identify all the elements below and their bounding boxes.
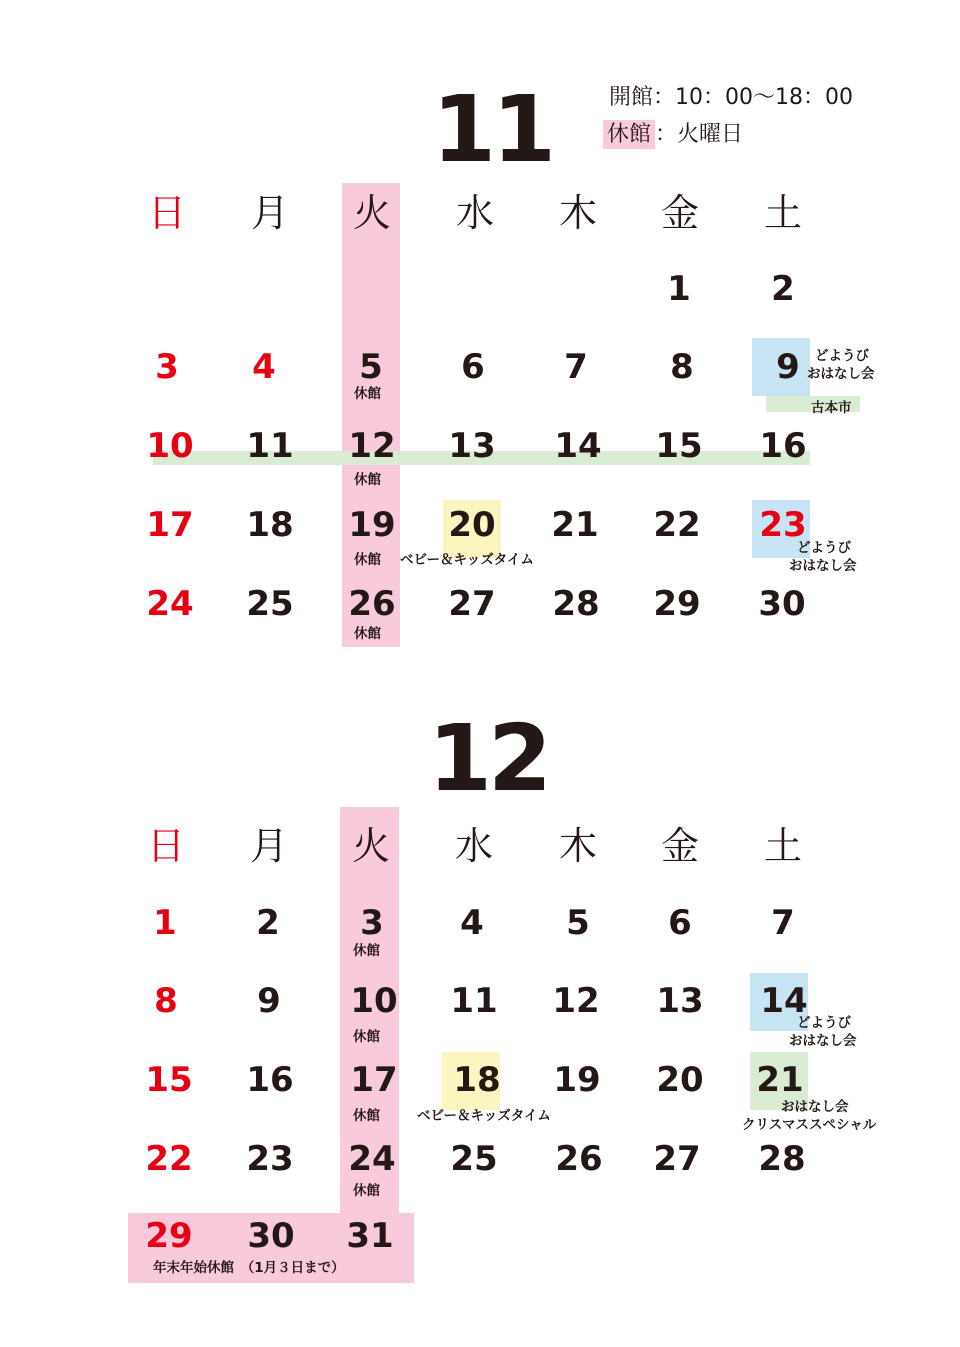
closed-note: 休館 <box>354 552 381 568</box>
day-cell: 27 <box>448 584 496 624</box>
day-cell: 15 <box>145 1060 193 1100</box>
weekday-mon: 月 <box>249 824 288 868</box>
day-cell: 1 <box>153 903 177 943</box>
day-cell: 29 <box>653 584 701 624</box>
day-cell: 16 <box>246 1060 294 1100</box>
tuesday-closed-column <box>342 183 400 647</box>
month-title: 12 <box>428 705 549 812</box>
story-note-line: おはなし会 <box>789 558 857 575</box>
day-cell: 19 <box>348 505 396 545</box>
hours-label: 開館 <box>609 85 654 110</box>
day-cell: 6 <box>461 347 485 387</box>
day-cell: 10 <box>350 981 398 1021</box>
weekday-wed: 水 <box>454 824 493 868</box>
day-cell: 20 <box>656 1060 704 1100</box>
story-note <box>789 539 857 575</box>
closed-note: 休館 <box>353 1183 380 1199</box>
christmas-note-line: おはなし会 <box>781 1099 849 1115</box>
day-cell: 12 <box>552 981 600 1021</box>
closed-note: 休館 <box>354 626 381 642</box>
story-note-line: どようび <box>815 348 869 364</box>
weekday-tue: 火 <box>351 824 390 868</box>
month-title: 11 <box>432 76 553 183</box>
day-cell: 13 <box>448 426 496 466</box>
christmas-note-line: クリスマススペシャル <box>742 1117 877 1134</box>
story-note-line: どようび <box>797 540 851 556</box>
weekday-thu: 木 <box>558 191 597 235</box>
day-cell: 7 <box>771 903 795 943</box>
day-cell: 13 <box>656 981 704 1021</box>
day-cell: 25 <box>246 584 294 624</box>
day-cell: 8 <box>154 981 178 1021</box>
closed-label: 休館 <box>603 120 655 149</box>
closed-day-info <box>603 124 743 146</box>
day-cell: 17 <box>350 1060 398 1100</box>
day-cell: 17 <box>146 505 194 545</box>
day-cell: 10 <box>146 426 194 466</box>
day-cell: 3 <box>360 903 384 943</box>
day-cell: 8 <box>670 347 694 387</box>
day-cell: 23 <box>759 505 807 545</box>
day-cell: 4 <box>460 903 484 943</box>
day-cell: 21 <box>756 1060 804 1100</box>
christmas-special-note <box>742 1098 876 1134</box>
day-cell: 3 <box>155 347 179 387</box>
weekday-sun: 日 <box>146 824 185 868</box>
day-cell: 24 <box>146 584 194 624</box>
book-market-note: 古本市 <box>811 400 852 416</box>
day-cell: 9 <box>776 347 800 387</box>
day-cell: 20 <box>448 505 496 545</box>
day-cell: 26 <box>348 584 396 624</box>
day-cell: 11 <box>450 981 498 1021</box>
day-cell: 9 <box>257 981 281 1021</box>
baby-kids-note: ベビー＆キッズタイム <box>400 552 534 568</box>
day-cell: 26 <box>555 1139 603 1179</box>
weekday-wed: 水 <box>455 191 494 235</box>
hours-value: ：10：00～18：00 <box>653 85 853 110</box>
day-cell: 30 <box>247 1216 295 1256</box>
weekday-fri: 金 <box>660 824 699 868</box>
closed-note: 休館 <box>354 386 381 402</box>
day-cell: 18 <box>246 505 294 545</box>
closed-note: 休館 <box>353 1029 380 1045</box>
story-note-line: どようび <box>797 1015 851 1031</box>
story-note <box>789 1014 857 1050</box>
day-cell: 11 <box>246 426 294 466</box>
day-cell: 23 <box>246 1139 294 1179</box>
weekday-sat: 土 <box>763 191 802 235</box>
day-cell: 5 <box>359 347 383 387</box>
day-cell: 31 <box>346 1216 394 1256</box>
day-cell: 30 <box>758 584 806 624</box>
story-note <box>807 347 875 383</box>
day-cell: 2 <box>771 269 795 309</box>
weekday-sun: 日 <box>147 191 186 235</box>
day-cell: 28 <box>552 584 600 624</box>
weekday-fri: 金 <box>660 191 699 235</box>
day-cell: 14 <box>760 981 808 1021</box>
day-cell: 7 <box>564 347 588 387</box>
day-cell: 21 <box>551 505 599 545</box>
day-cell: 2 <box>256 903 280 943</box>
weekday-mon: 月 <box>250 191 289 235</box>
closed-note: 休館 <box>354 472 381 488</box>
day-cell: 12 <box>348 426 396 466</box>
weekday-thu: 木 <box>558 824 597 868</box>
day-cell: 19 <box>553 1060 601 1100</box>
day-cell: 25 <box>450 1139 498 1179</box>
weekday-sat: 土 <box>763 824 802 868</box>
closed-note: 休館 <box>353 1108 380 1124</box>
day-cell: 14 <box>554 426 602 466</box>
day-cell: 28 <box>758 1139 806 1179</box>
baby-kids-note: ベビー＆キッズタイム <box>417 1108 551 1124</box>
day-cell: 4 <box>252 347 276 387</box>
day-cell: 1 <box>667 269 691 309</box>
day-cell: 16 <box>759 426 807 466</box>
weekday-tue: 火 <box>352 191 391 235</box>
day-cell: 22 <box>653 505 701 545</box>
opening-hours <box>609 87 853 109</box>
new-year-closed-note: 年末年始休館 （1月３日まで） <box>153 1260 345 1276</box>
day-cell: 18 <box>453 1060 501 1100</box>
day-cell: 15 <box>655 426 703 466</box>
day-cell: 29 <box>145 1216 193 1256</box>
story-note-line: おはなし会 <box>789 1033 857 1050</box>
story-note-line: おはなし会 <box>807 366 875 383</box>
day-cell: 27 <box>653 1139 701 1179</box>
day-cell: 22 <box>145 1139 193 1179</box>
closed-note: 休館 <box>353 943 380 959</box>
day-cell: 5 <box>566 903 590 943</box>
day-cell: 24 <box>348 1139 396 1179</box>
closed-value: ：火曜日 <box>655 122 744 147</box>
day-cell: 6 <box>668 903 692 943</box>
